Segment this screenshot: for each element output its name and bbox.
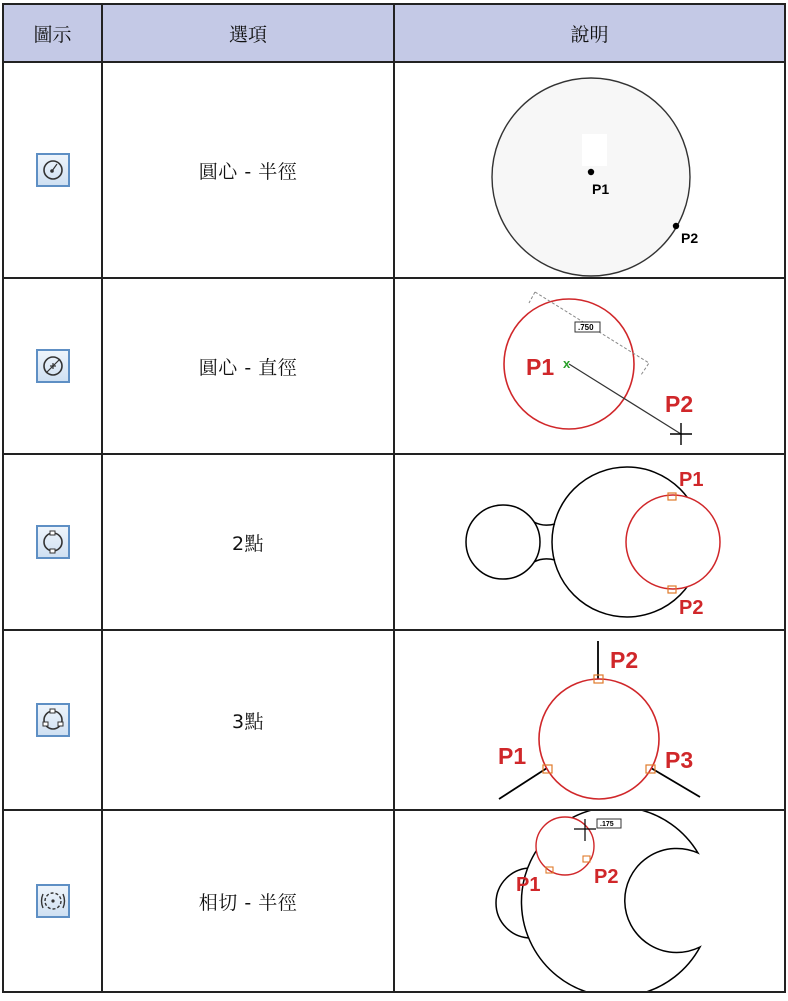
label-p2: P2 <box>679 597 704 619</box>
header-description: 說明 <box>394 4 785 62</box>
description-cell <box>394 454 785 630</box>
table-row <box>3 454 785 630</box>
center-radius-diagram <box>395 63 784 277</box>
three-point-circle <box>539 679 659 799</box>
circle-three-point-icon[interactable] <box>36 703 70 737</box>
icon-cell <box>3 278 102 454</box>
label-p2: P2 <box>610 647 639 673</box>
circle-two-point-icon[interactable] <box>36 525 70 559</box>
label-p1: P1 <box>516 874 541 896</box>
label-p1: P1 <box>498 743 527 769</box>
label-p2: P2 <box>594 866 619 888</box>
option-label: 相切 - 半徑 <box>102 810 394 992</box>
two-point-circle <box>626 495 720 589</box>
two-point-diagram <box>395 455 784 629</box>
header-icon: 圖示 <box>3 4 102 62</box>
label-p2: P2 <box>665 391 694 417</box>
point-p1 <box>588 169 594 175</box>
label-p1: P1 <box>592 181 610 197</box>
description-cell <box>394 630 785 810</box>
radius-circle <box>492 78 690 276</box>
center-diameter-diagram <box>395 279 784 453</box>
description-cell <box>394 278 785 454</box>
circle-center-diameter-icon[interactable] <box>36 349 70 383</box>
circle-options-table <box>2 3 786 993</box>
icon-cell <box>3 630 102 810</box>
label-p3: P3 <box>665 747 694 773</box>
icon-cell <box>3 62 102 278</box>
svg-text:x: x <box>563 356 571 371</box>
option-label: 3點 <box>102 630 394 810</box>
description-cell <box>394 62 785 278</box>
header-option: 選項 <box>102 4 394 62</box>
dimension-label: .175 <box>600 821 614 828</box>
description-cell <box>394 810 785 992</box>
table-row <box>3 278 785 454</box>
table-row <box>3 62 785 278</box>
label-p1: P1 <box>526 354 555 380</box>
icon-cell <box>3 454 102 630</box>
circle-center-radius-icon[interactable] <box>36 153 70 187</box>
table-row <box>3 630 785 810</box>
dimension-label: .750 <box>578 323 594 332</box>
circle-tangent-radius-icon[interactable] <box>36 884 70 918</box>
option-label: 2點 <box>102 454 394 630</box>
icon-cell <box>3 810 102 992</box>
option-label: 圓心 - 直徑 <box>102 278 394 454</box>
three-point-diagram <box>395 631 784 809</box>
point-p2 <box>673 223 679 229</box>
table-row <box>3 810 785 992</box>
option-label: 圓心 - 半徑 <box>102 62 394 278</box>
tangent-radius-diagram <box>395 811 784 991</box>
label-p1: P1 <box>679 469 704 491</box>
label-p2: P2 <box>681 230 699 246</box>
header-row <box>3 4 785 62</box>
